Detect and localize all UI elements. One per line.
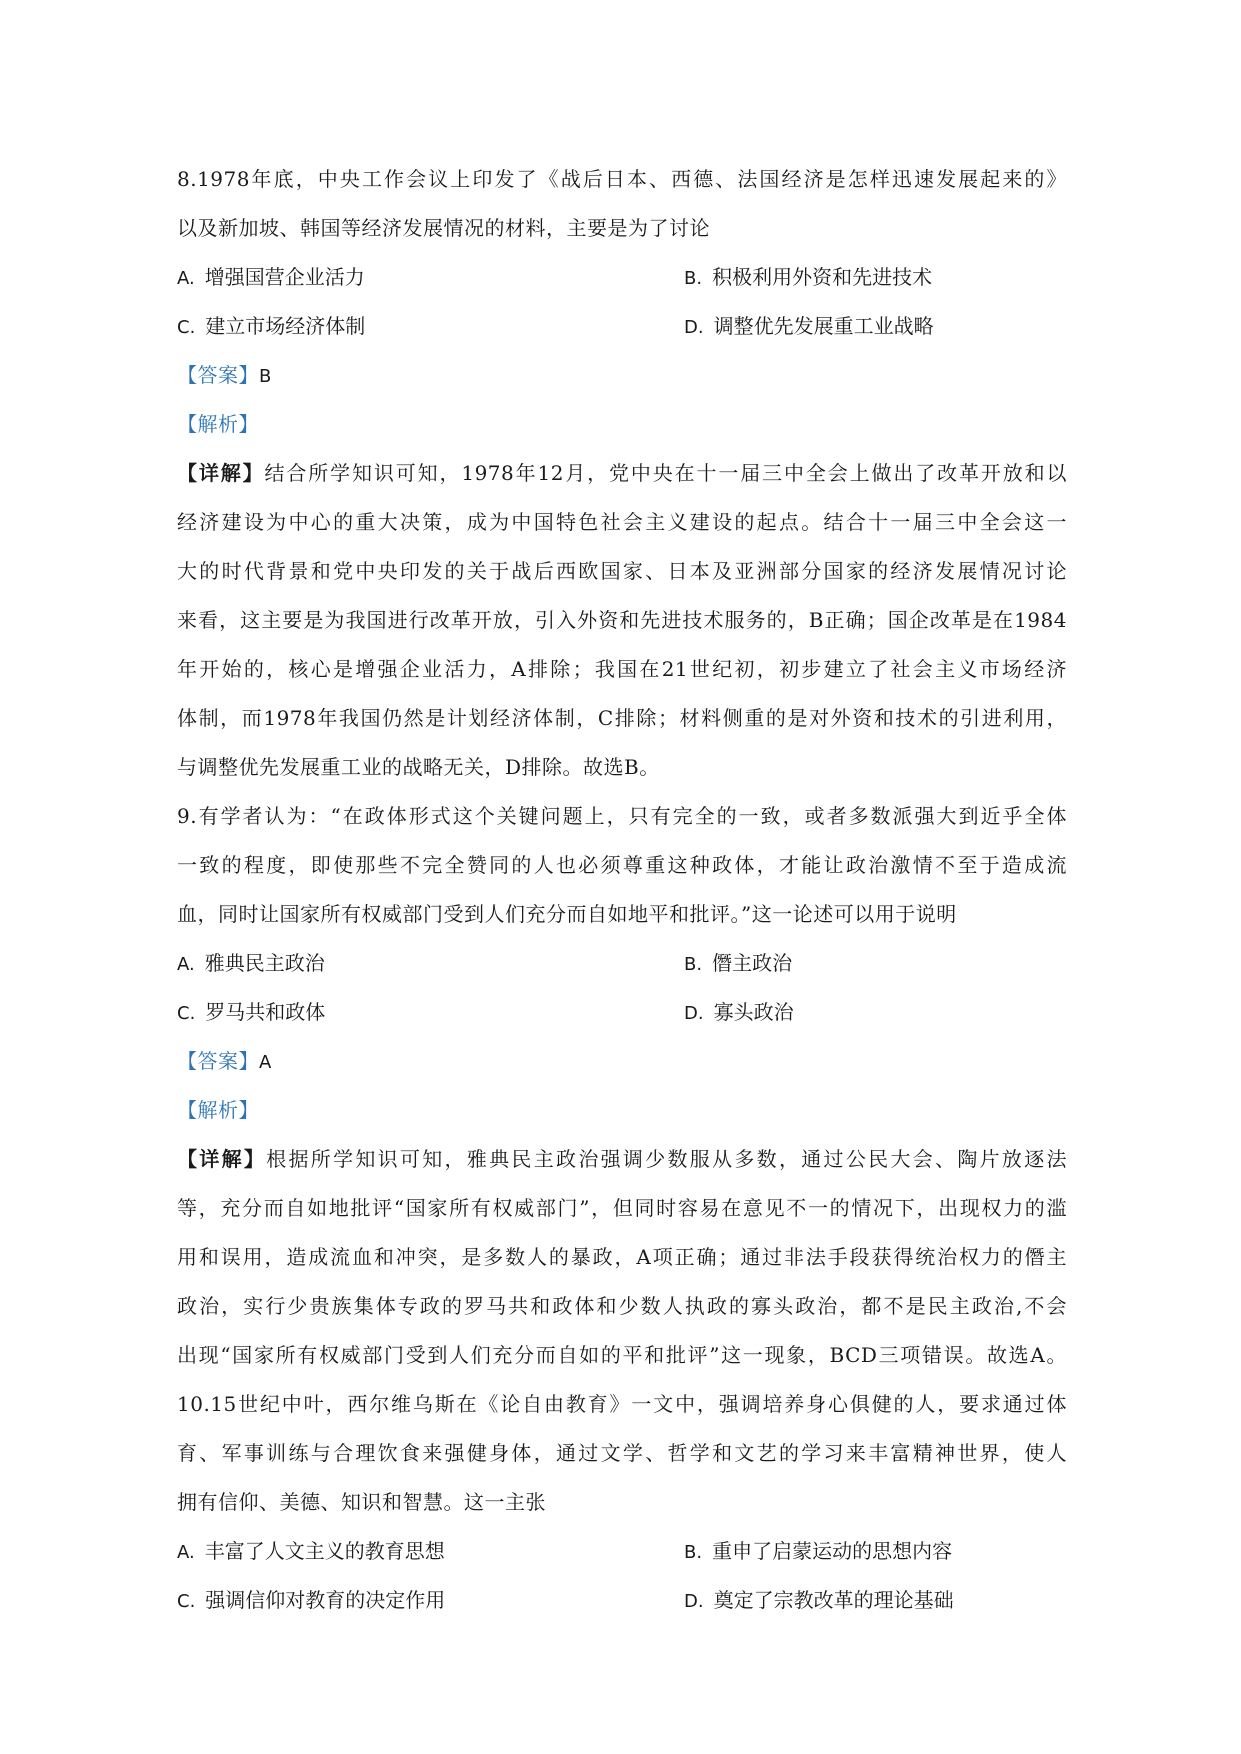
document-page [177, 155, 1067, 1625]
answer-tag: 【答案】 [177, 1049, 259, 1073]
analysis-line [177, 1086, 1067, 1135]
question-stem-line: 育、军事训练与合理饮食来强健身体，通过文学、哲学和文艺的学习来丰富精神世界，使人 [177, 1441, 1067, 1465]
analysis-line [177, 400, 1067, 449]
option-c[interactable]: C. 建立市场经济体制 [177, 314, 366, 338]
option-b[interactable]: B. 重申了启蒙运动的思想内容 [684, 1539, 953, 1563]
detail-line: 来看，这主要是为我国进行改革开放，引入外资和先进技术服务的，B正确；国企改革是在1984 [177, 608, 1067, 632]
analysis-tag: 【解析】 [177, 412, 259, 436]
detail-line: 等，充分而自如地批评“国家所有权威部门”，但同时容易在意见不一的情况下，出现权力的滥 [177, 1196, 1067, 1220]
answer-tag: 【答案】 [177, 363, 259, 387]
option-d[interactable]: D. 调整优先发展重工业战略 [684, 314, 934, 338]
option-b[interactable]: B. 僭主政治 [684, 951, 793, 975]
option-row [177, 1576, 1067, 1625]
option-a[interactable]: A. 雅典民主政治 [177, 951, 325, 975]
detail-line: 【详解】结合所学知识可知，1978年12月，党中央在十一届三中全会上做出了改革开放和以 [177, 461, 1067, 485]
option-a[interactable]: A. 增强国营企业活力 [177, 265, 365, 289]
option-d[interactable]: D. 奠定了宗教改革的理论基础 [684, 1588, 954, 1612]
detail-line: 【详解】根据所学知识可知，雅典民主政治强调少数服从多数，通过公民大会、陶片放逐法 [177, 1147, 1067, 1171]
answer-value: A [259, 1052, 272, 1073]
detail-line: 与调整优先发展重工业的战略无关，D排除。故选B。 [177, 755, 660, 779]
option-a[interactable]: A. 丰富了人文主义的教育思想 [177, 1539, 445, 1563]
answer-value: B [259, 366, 272, 387]
question-9 [177, 792, 1067, 1380]
question-stem-line: 8.1978年底，中央工作会议上印发了《战后日本、西德、法国经济是怎样迅速发展起来的》 [177, 167, 1067, 191]
option-row [177, 988, 1067, 1037]
option-row [177, 302, 1067, 351]
detail-line: 用和误用，造成流血和冲突，是多数人的暴政，A项正确；通过非法手段获得统治权力的僭主 [177, 1245, 1067, 1269]
option-row [177, 253, 1067, 302]
option-c[interactable]: C. 强调信仰对教育的决定作用 [177, 1588, 446, 1612]
analysis-tag: 【解析】 [177, 1098, 259, 1122]
question-8 [177, 155, 1067, 792]
option-b[interactable]: B. 积极利用外资和先进技术 [684, 265, 933, 289]
question-stem-line: 一致的程度，即使那些不完全赞同的人也必须尊重这种政体，才能让政治激情不至于造成流 [177, 853, 1067, 877]
question-stem-line: 10.15世纪中叶，西尔维乌斯在《论自由教育》一文中，强调培养身心俱健的人，要求通过体 [177, 1392, 1067, 1416]
option-d[interactable]: D. 寡头政治 [684, 1000, 794, 1024]
option-row [177, 1527, 1067, 1576]
detail-line: 体制，而1978年我国仍然是计划经济体制，C排除；材料侧重的是对外资和技术的引进利用， [177, 706, 1067, 730]
question-stem-line: 以及新加坡、韩国等经济发展情况的材料，主要是为了讨论 [177, 216, 710, 240]
detail-line: 政治，实行少贵族集体专政的罗马共和政体和少数人执政的寡头政治，都不是民主政治,不会 [177, 1294, 1067, 1318]
answer-line [177, 351, 1067, 400]
detail-tag: 【详解】 [177, 1147, 267, 1171]
answer-line [177, 1037, 1067, 1086]
detail-line: 年开始的，核心是增强企业活力，A排除；我国在21世纪初，初步建立了社会主义市场经济 [177, 657, 1067, 681]
question-stem-line: 拥有信仰、美德、知识和智慧。这一主张 [177, 1490, 546, 1514]
option-row [177, 939, 1067, 988]
question-stem-line: 9.有学者认为：“在政体形式这个关键问题上，只有完全的一致，或者多数派强大到近乎全体 [177, 804, 1067, 828]
option-c[interactable]: C. 罗马共和政体 [177, 1000, 326, 1024]
question-stem-line: 血，同时让国家所有权威部门受到人们充分而自如地平和批评。”这一论述可以用于说明 [177, 902, 957, 926]
detail-tag: 【详解】 [177, 461, 265, 485]
detail-line: 大的时代背景和党中央印发的关于战后西欧国家、日本及亚洲部分国家的经济发展情况讨论 [177, 559, 1067, 583]
detail-line: 经济建设为中心的重大决策，成为中国特色社会主义建设的起点。结合十一届三中全会这一 [177, 510, 1067, 534]
detail-line: 出现“国家所有权威部门受到人们充分而自如的平和批评”这一现象，BCD三项错误。故选A。 [177, 1343, 1067, 1367]
question-10 [177, 1380, 1067, 1625]
